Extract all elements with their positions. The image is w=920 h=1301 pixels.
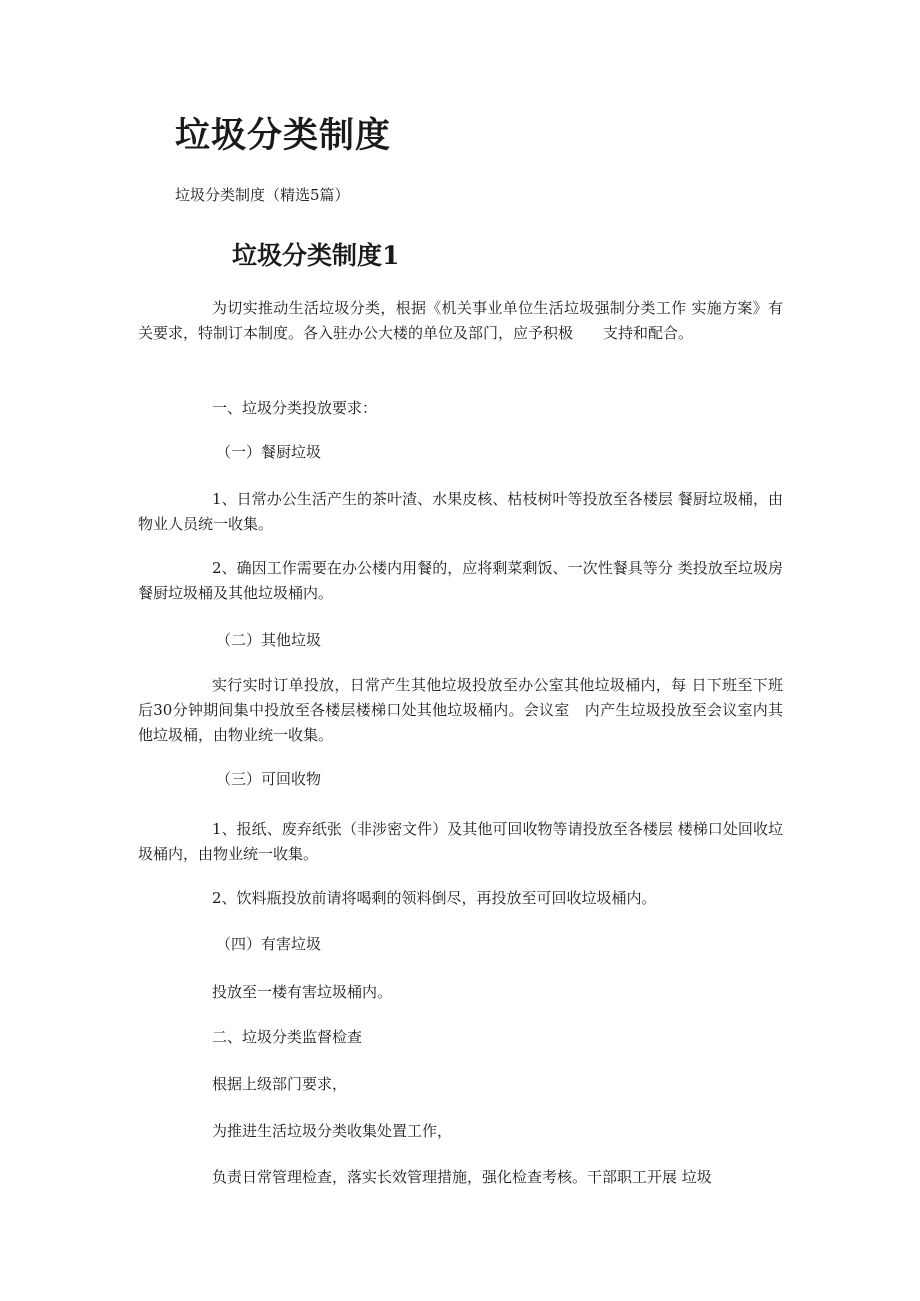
sub4-paragraph: 投放至一楼有害垃圾桶内。 <box>212 983 393 1001</box>
document-subtitle: 垃圾分类制度（精选5篇） <box>175 186 350 204</box>
part2-line-1: 根据上级部门要求， <box>212 1075 348 1093</box>
part2-heading: 二、垃圾分类监督检查 <box>212 1028 363 1046</box>
sub1-heading: （一）餐厨垃圾 <box>216 443 322 461</box>
sub2-heading: （二）其他垃圾 <box>216 631 322 649</box>
intro-paragraph: 为切实推动生活垃圾分类，根据《机关事业单位生活垃圾强制分类工作 实施方案》有关要求，特制订本制度。各入驻办公大楼的单位及部门，应予积极 支持和配合。 <box>138 299 783 342</box>
sub1-item-2: 2、确因工作需要在办公楼内用餐的，应将剩菜剩饭、一次性餐具等分 类投放至垃圾房餐厨垃圾桶及其他垃圾桶内。 <box>138 559 783 602</box>
sub3-heading: （三）可回收物 <box>216 770 322 788</box>
sub4-heading: （四）有害垃圾 <box>216 935 322 953</box>
section-heading: 垃圾分类制度1 <box>232 241 400 270</box>
part2-line-3: 负责日常管理检查，落实长效管理措施，强化检查考核。干部职工开展 垃圾 <box>212 1168 712 1186</box>
sub2-paragraph: 实行实时订单投放，日常产生其他垃圾投放至办公室其他垃圾桶内，每 日下班至下班后30分钟期间集中投放至各楼层楼梯口处其他垃圾桶内。会议室 内产生垃圾投放至会议室内其他垃圾桶，由物业统一收集。 <box>138 676 783 744</box>
part1-heading: 一、垃圾分类投放要求： <box>212 399 378 417</box>
sub3-item-2: 2、饮料瓶投放前请将喝剩的领料倒尽，再投放至可回收垃圾桶内。 <box>212 889 657 907</box>
part2-line-2: 为推进生活垃圾分类收集处置工作， <box>212 1122 453 1140</box>
sub1-item-1: 1、日常办公生活产生的茶叶渣、水果皮核、枯枝树叶等投放至各楼层 餐厨垃圾桶，由物业人员统一收集。 <box>138 490 783 533</box>
document-title: 垃圾分类制度 <box>175 115 392 156</box>
sub3-item-1: 1、报纸、废弃纸张（非涉密文件）及其他可回收物等请投放至各楼层 楼梯口处回收垃圾桶内，由物业统一收集。 <box>138 820 783 863</box>
